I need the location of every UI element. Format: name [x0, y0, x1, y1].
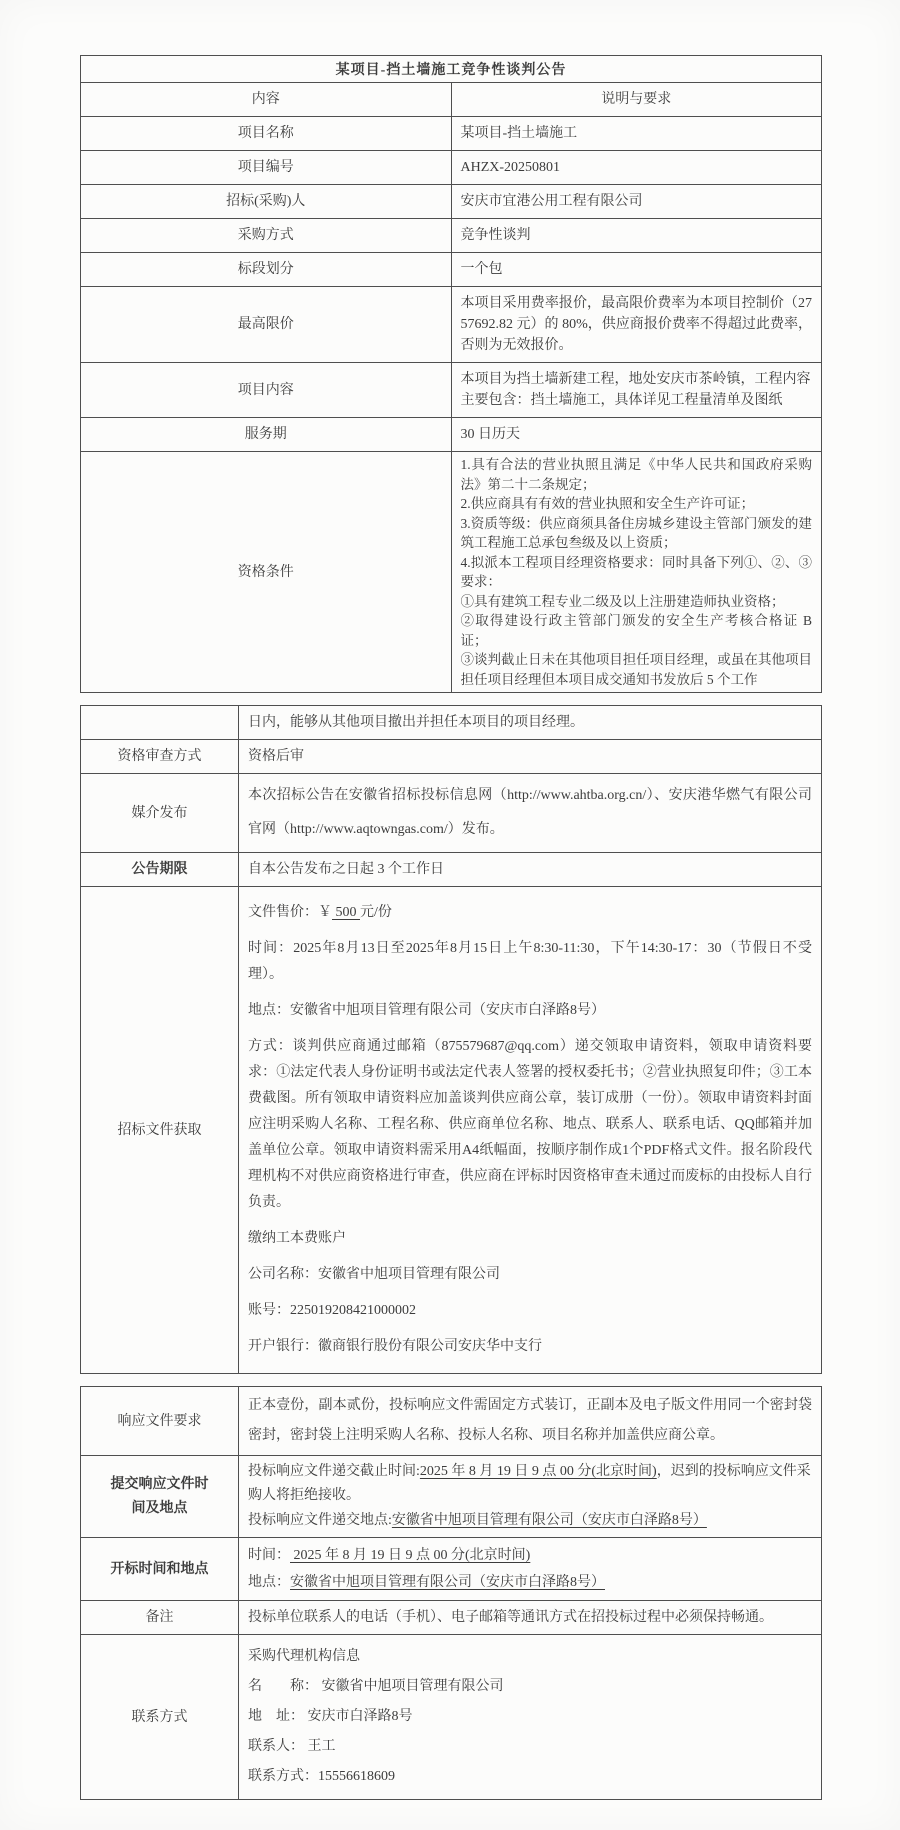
- table-row: [81, 151, 822, 185]
- row-label: [81, 418, 452, 452]
- row-label-line: 公告期限: [131, 862, 188, 877]
- row-value-line: 公司名称：安徽省中旭项目管理有限公司: [248, 1267, 500, 1282]
- row-value-line: ③谈判截止日未在其他项目担任项目经理，或虽在其他项目担任项目经理但本项目成交通知书发放后 5 个工作: [460, 652, 812, 687]
- row-label-line: 备注: [145, 1610, 174, 1625]
- row-value: [451, 83, 822, 117]
- row-label-line: 标段划分: [237, 262, 294, 277]
- row-value-line: 30 日历天: [460, 427, 520, 442]
- page-break-gap: [80, 1374, 822, 1386]
- announcement-table-3: [80, 1386, 822, 1800]
- row-value-line: 正本壹份，副本贰份，投标响应文件需固定方式装订，正副本及电子版文件用同一个密封袋密封，密封袋上注明采购人名称、投标人名称、项目名称并加盖供应商公章。: [248, 1398, 812, 1443]
- table-row: [81, 117, 822, 151]
- row-label: [81, 151, 452, 185]
- table-row: [81, 185, 822, 219]
- row-label: [81, 1387, 239, 1456]
- row-value: [451, 418, 822, 452]
- underlined-value: 500: [332, 905, 360, 920]
- page-title: 某项目-挡土墙施工竞争性谈判公告: [81, 56, 822, 83]
- row-label-line: 内容: [251, 92, 280, 107]
- row-value: [239, 1456, 822, 1538]
- row-value-line: 资格后审: [248, 749, 304, 764]
- row-value-line: 某项目-挡土墙施工: [460, 126, 578, 141]
- row-value: [451, 219, 822, 253]
- row-value: [451, 185, 822, 219]
- row-label-line: 项目编号: [237, 160, 294, 175]
- row-label: [81, 740, 239, 774]
- row-value-line: 联系人： 王工: [248, 1739, 336, 1754]
- row-value-line: 本次招标公告在安徽省招标投标信息网（http://www.ahtba.org.cn/）、安庆港华燃气有限公司官网（http://www.aqtowngas.com/）发布。: [248, 788, 812, 837]
- row-value: [239, 1538, 822, 1601]
- row-label: [81, 185, 452, 219]
- row-value-line: 账号：225019208421000002: [248, 1303, 416, 1318]
- row-value-line: 投标响应文件递交地点:安徽省中旭项目管理有限公司（安庆市白泽路8号）: [248, 1513, 707, 1528]
- row-label-line: 响应文件要求: [117, 1413, 202, 1429]
- row-label-line: 提交响应文件时: [110, 1477, 209, 1492]
- row-value-line: 缴纳工本费账户: [248, 1231, 346, 1246]
- row-label: [81, 219, 452, 253]
- table-row: [81, 706, 822, 740]
- table-row: [81, 774, 822, 853]
- row-value: [239, 1387, 822, 1456]
- row-value-line: 说明与要求: [601, 92, 672, 107]
- row-label: [81, 287, 452, 363]
- row-label: [81, 706, 239, 740]
- row-value-line: ①具有建筑工程专业二级及以上注册建造师执业资格；: [460, 593, 785, 609]
- row-value-line: 本项目采用费率报价，最高限价费率为本项目控制价（2757692.82 元）的 80%，供应商报价费率不得超过此费率，否则为无效报价。: [460, 296, 812, 353]
- row-label: [81, 1456, 239, 1538]
- table-row: [81, 1456, 822, 1538]
- row-label: [81, 452, 452, 693]
- table-row: [81, 1601, 822, 1635]
- row-value-line: 地点：安徽省中旭项目管理有限公司（安庆市白泽路8号）: [248, 1575, 605, 1590]
- row-label: [81, 117, 452, 151]
- row-value: [239, 1601, 822, 1635]
- page-break-gap: [80, 693, 822, 705]
- row-label-line: 资格审查方式: [117, 749, 202, 764]
- table-row: [81, 1635, 822, 1800]
- row-value: [451, 363, 822, 418]
- table-row: [81, 287, 822, 363]
- table-row: [81, 887, 822, 1374]
- row-value: [239, 887, 822, 1374]
- row-value-line: 日内，能够从其他项目撤出并担任本项目的项目经理。: [248, 715, 584, 730]
- title-row: [81, 56, 822, 83]
- row-label: [81, 1538, 239, 1601]
- row-value-line: ②取得建设行政主管部门颁发的安全生产考核合格证 B 证；: [460, 613, 812, 648]
- row-value-line: 地点：安徽省中旭项目管理有限公司（安庆市白泽路8号）: [248, 1003, 605, 1018]
- row-value: [239, 740, 822, 774]
- table-row: [81, 1538, 822, 1601]
- row-value: [451, 287, 822, 363]
- row-value: [239, 706, 822, 740]
- row-value-line: 方式：谈判供应商通过邮箱（875579687@qq.com）递交领取申请资料，领取申请资料要求：①法定代表人身份证明书或法定代表人签署的授权委托书；②营业执照复印件；③工本费截图。所有领取申请资料应加盖谈判供应商公章，装订成册（一份）。领取申请资料封面应注明采购人名称、工程名称、供应商单位名称、地点、联系人、联系电话、QQ邮箱并加盖单位公章。领取申请资料需采用A4纸幅面，按顺序制作成1个PDF格式文件。报名阶段代理机构不对供应商资格进行审查，供应商在评标时因资格审查未通过而废标的由投标人自行负责。: [248, 1039, 812, 1210]
- underlined-value: 2025 年 8 月 19 日 9 点 00 分(北京时间): [419, 1464, 657, 1479]
- row-label-line: 最高限价: [237, 317, 294, 332]
- row-value: [239, 774, 822, 853]
- row-label-line: 媒介发布: [131, 805, 188, 821]
- row-value-line: 投标单位联系人的电话（手机）、电子邮箱等通讯方式在招投标过程中必须保持畅通。: [248, 1610, 773, 1625]
- table-row: [81, 1387, 822, 1456]
- row-value: [239, 853, 822, 887]
- announcement-table-2: [80, 705, 822, 1374]
- row-label-line: 招标(采购)人: [226, 194, 306, 209]
- row-value-line: 本项目为挡土墙新建工程，地处安庆市茶岭镇，工程内容主要包含：挡土墙施工，具体详见工程量清单及图纸: [460, 372, 811, 408]
- row-label-line: 服务期: [244, 427, 287, 442]
- table-row: [81, 363, 822, 418]
- underlined-value: 2025 年 8 月 19 日 9 点 00 分(北京时间): [290, 1548, 531, 1563]
- row-label-line: 项目名称: [237, 126, 294, 141]
- row-value: [239, 1635, 822, 1800]
- table-row: [81, 853, 822, 887]
- row-label: [81, 363, 452, 418]
- row-value-line: 3.资质等级：供应商须具备住房城乡建设主管部门颁发的建筑工程施工总承包叁级及以上资质；: [460, 515, 812, 550]
- row-value-line: 投标响应文件递交截止时间:2025 年 8 月 19 日 9 点 00 分(北京时间)，迟到的投标响应文件采购人将拒绝接收。: [248, 1464, 811, 1503]
- row-value-line: 文件售价：￥ 500 元/份: [248, 905, 392, 920]
- row-value: [451, 117, 822, 151]
- row-value-line: 采购代理机构信息: [248, 1649, 360, 1664]
- row-value-line: 4.拟派本工程项目经理资格要求：同时具备下列①、②、③要求：: [460, 554, 812, 589]
- row-label-line: 联系方式: [131, 1709, 188, 1725]
- row-value-line: 联系方式：15556618609: [248, 1769, 395, 1784]
- row-value-line: 安庆市宜港公用工程有限公司: [460, 194, 643, 209]
- row-value: [451, 253, 822, 287]
- row-label: [81, 853, 239, 887]
- row-label: [81, 253, 452, 287]
- row-value-line: 自本公告发布之日起 3 个工作日: [248, 862, 444, 877]
- row-value-line: 地 址： 安庆市白泽路8号: [248, 1709, 413, 1724]
- row-value-line: 名 称： 安徽省中旭项目管理有限公司: [248, 1679, 504, 1694]
- row-label: [81, 1635, 239, 1800]
- row-label: [81, 83, 452, 117]
- table-row: [81, 452, 822, 693]
- row-value-line: 1.具有合法的营业执照且满足《中华人民共和国政府采购法》第二十二条规定；: [460, 457, 812, 492]
- table-row: [81, 418, 822, 452]
- row-value-line: AHZX-20250801: [460, 160, 561, 175]
- table-row: [81, 83, 822, 117]
- underlined-value: 安徽省中旭项目管理有限公司（安庆市白泽路8号）: [391, 1513, 707, 1528]
- row-label-line: 项目内容: [237, 382, 294, 398]
- row-label-line: 采购方式: [237, 228, 294, 243]
- row-label: [81, 774, 239, 853]
- row-value-line: 开户银行：徽商银行股份有限公司安庆华中支行: [248, 1339, 542, 1354]
- announcement-table-1: [80, 55, 822, 693]
- row-label-line: 间及地点: [131, 1501, 188, 1516]
- row-value-line: 竞争性谈判: [460, 228, 531, 243]
- row-label-line: 开标时间和地点: [110, 1561, 209, 1577]
- table-row: [81, 740, 822, 774]
- row-label-line: 招标文件获取: [117, 1122, 202, 1138]
- row-value-line: 时间：2025年8月13日至2025年8月15日上午8:30-11:30，下午14:30-17：30（节假日不受理）。: [248, 941, 812, 982]
- row-value: [451, 151, 822, 185]
- row-value: [451, 452, 822, 693]
- row-value-line: 一个包: [460, 262, 503, 277]
- underlined-value: 安徽省中旭项目管理有限公司（安庆市白泽路8号）: [290, 1575, 605, 1590]
- row-value-line: 时间： 2025 年 8 月 19 日 9 点 00 分(北京时间): [248, 1548, 531, 1563]
- row-label-line: 资格条件: [237, 564, 294, 580]
- row-label: [81, 887, 239, 1374]
- table-row: [81, 253, 822, 287]
- row-value-line: 2.供应商具有有效的营业执照和安全生产许可证；: [460, 496, 755, 511]
- row-label: [81, 1601, 239, 1635]
- table-row: [81, 219, 822, 253]
